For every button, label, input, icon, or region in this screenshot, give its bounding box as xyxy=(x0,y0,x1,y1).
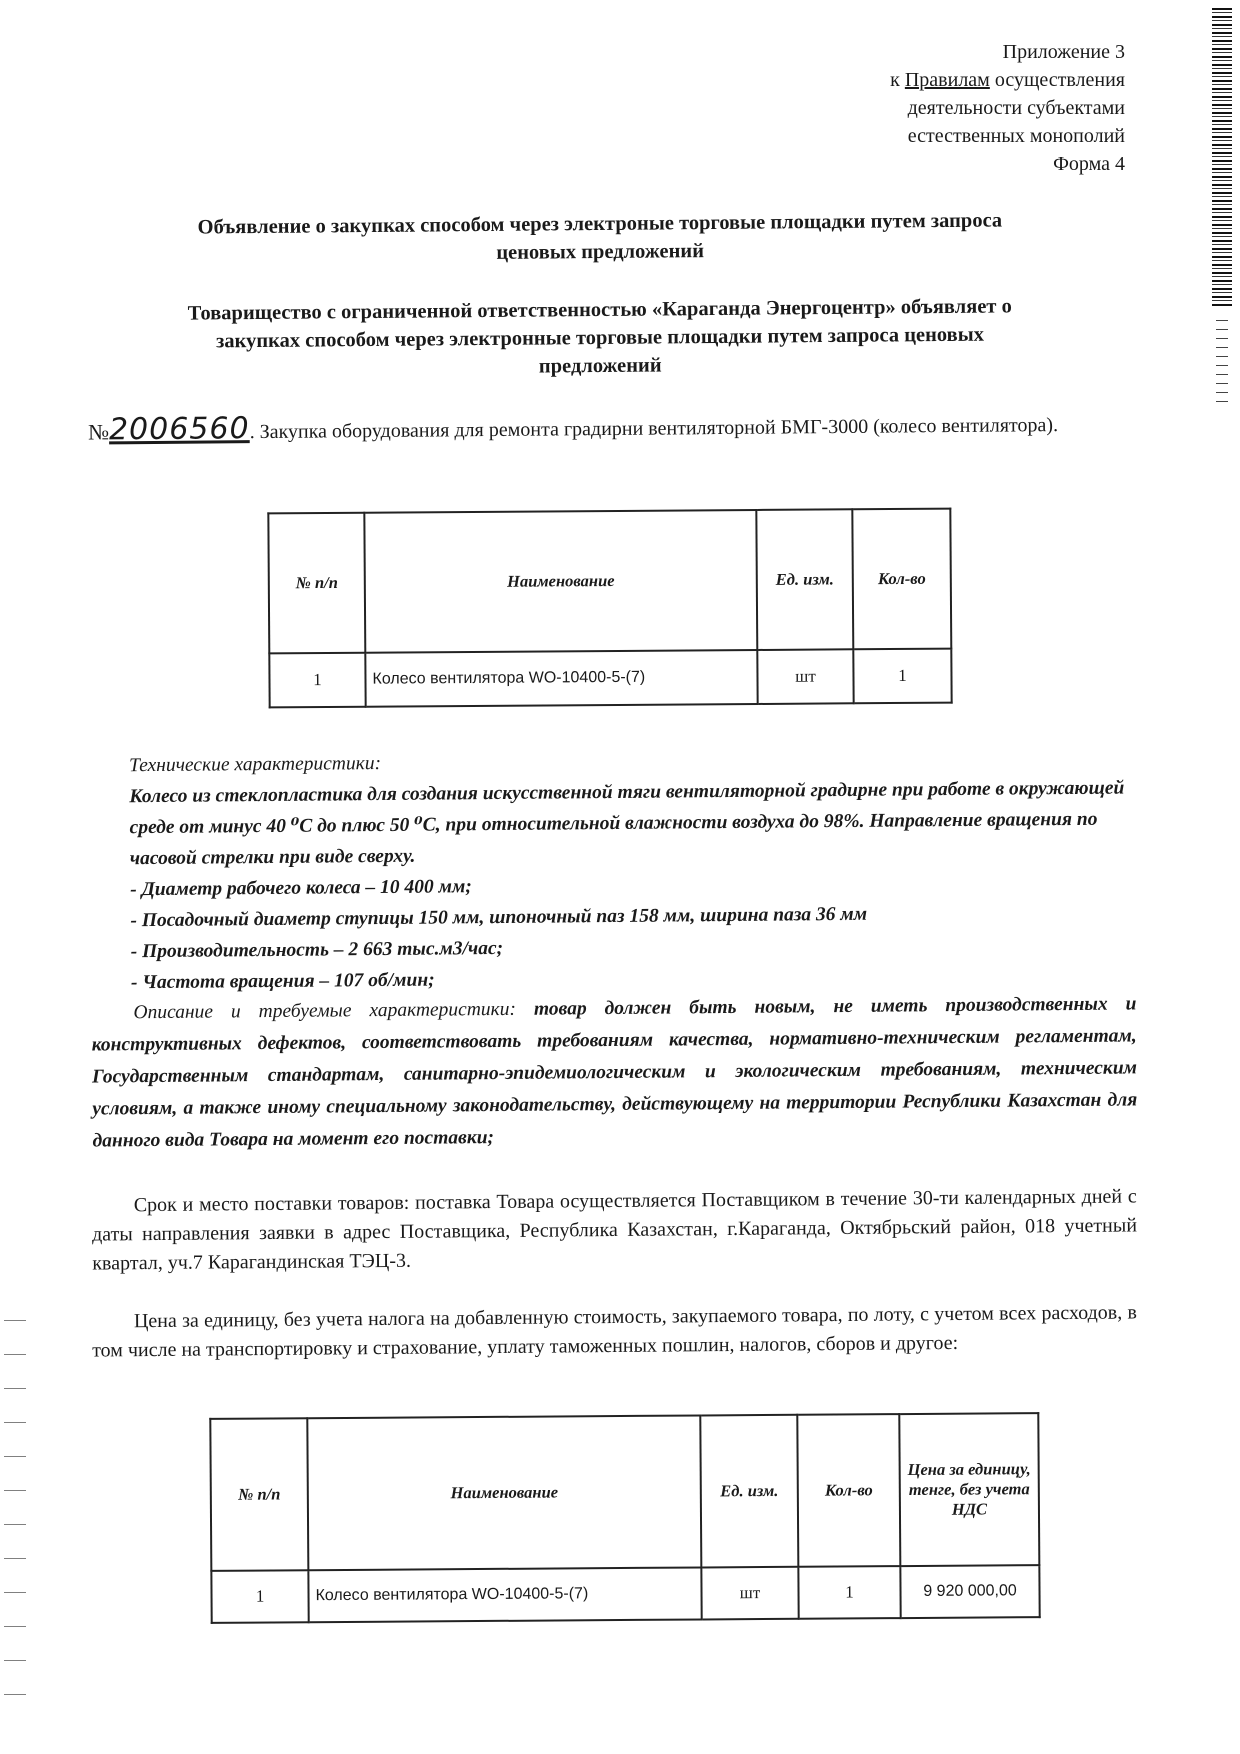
technical-specs-intro: Колесо из стеклопластика для создания искусственной тяги вентиляторной градирне при работе в окружающей среде от минус 40 ⁰С до плюс 50 ⁰С, при относительной влажности воздуха до 98%. Направление вращения по часовой стрелки при виде сверху. xyxy=(129,777,1125,870)
cell-price: 9 920 000,00 xyxy=(900,1565,1039,1618)
cell-name: Колесо вентилятора WO-10400-5-(7) xyxy=(365,650,757,707)
cell-qty: 1 xyxy=(853,649,951,704)
appendix-line: Приложение 3 xyxy=(1002,41,1125,63)
organization-announcement-line: закупках способом через электронные торговые площадки путем запроса ценовых xyxy=(215,323,985,353)
organization-announcement-line: предложений xyxy=(538,354,662,378)
document-title-line: Объявление о закупках способом через электроные торговые площадки путем запроса xyxy=(197,209,1003,239)
requirements-text: товар должен быть новым, не иметь производственных и конструктивных дефектов, соответствовать требованиям качества, нормативно-техническим регламентам, Государственным стандартам, санитарно-эпидемиологическим и экологическим требованиям, техническим условиям, а также иному специальному законодательству, действующему на территории Республики Казахстан для данного вида Товара на момент его поставки; xyxy=(91,993,1138,1152)
technical-specs xyxy=(87,741,1139,998)
col-header-number: № п/п xyxy=(268,513,365,654)
cell-qty: 1 xyxy=(798,1566,900,1619)
appendix-line: естественных монополий xyxy=(907,125,1125,147)
appendix-line: деятельности субъектами xyxy=(907,97,1125,119)
organization-announcement-line: Товарищество с ограниченной ответственностью «Караганда Энергоцентр» объявляет о xyxy=(187,295,1012,325)
table-header-row xyxy=(268,509,951,654)
appendix-header xyxy=(790,38,1125,178)
col-header-qty: Кол-во xyxy=(852,509,951,650)
lot-number: 2006560 xyxy=(108,411,250,448)
document-title xyxy=(100,206,1100,271)
price-note: Цена за единицу, без учета налога на добавленную стоимость, закупаемого товара, по лоту, с учетом всех расходов, в том числе на транспортировку и страхование, уплату таможенных пошлин, налогов, сборов и другое: xyxy=(92,1301,1137,1362)
cell-number: 1 xyxy=(269,653,365,708)
requirements-label: Описание и требуемые характеристики: xyxy=(133,998,517,1024)
price-table xyxy=(209,1412,1040,1624)
delivery-terms: Срок и место поставки товаров: поставка Товара осуществляется Поставщиком в течение 30-ти календарных дней с даты направления заявки в адрес Поставщика, Республика Казахстан, г.Караганда, Октябрьский район, 018 учетный квартал, уч.7 Карагандинская ТЭЦ-3. xyxy=(91,1185,1138,1275)
lot-line xyxy=(88,407,1128,447)
cell-name: Колесо вентилятора WO-10400-5-(7) xyxy=(308,1567,701,1622)
scan-barcode xyxy=(1212,8,1232,308)
spec-item: - Производительность – 2 663 тыс.м3/час; xyxy=(130,937,504,963)
organization-announcement xyxy=(100,292,1101,385)
col-header-qty: Кол-во xyxy=(797,1414,900,1567)
col-header-name: Наименование xyxy=(364,510,757,653)
col-header-unit: Ед. изм. xyxy=(756,509,853,650)
appendix-prefix: к xyxy=(890,69,905,91)
items-table xyxy=(267,508,952,709)
cell-unit: шт xyxy=(701,1567,798,1620)
scan-edge-marks xyxy=(1216,320,1228,410)
appendix-suffix: осуществления xyxy=(989,69,1125,91)
cell-number: 1 xyxy=(211,1570,308,1623)
spec-item: - Частота вращения – 107 об/мин; xyxy=(130,969,435,994)
spec-item: - Диаметр рабочего колеса – 10 400 мм; xyxy=(130,876,472,901)
table-header-row xyxy=(210,1413,1039,1571)
lot-description: . Закупка оборудования для ремонта градирни вентиляторной БМГ-3000 (колесо вентилятора). xyxy=(249,414,1059,444)
appendix-line xyxy=(790,66,1125,94)
form-number: Форма 4 xyxy=(1053,153,1125,175)
scan-left-marks xyxy=(4,1320,26,1720)
table-row xyxy=(211,1565,1039,1623)
document-title-line: ценовых предложений xyxy=(496,240,705,264)
col-header-number: № п/п xyxy=(210,1418,308,1571)
lot-number-prefix: № xyxy=(87,419,110,445)
spec-item: - Посадочный диаметр ступицы 150 мм, шпоночный паз 158 мм, ширина паза 36 мм xyxy=(130,903,868,932)
rules-link[interactable]: Правилам xyxy=(904,69,990,91)
col-header-unit: Ед. изм. xyxy=(700,1415,798,1568)
col-header-price: Цена за единицу, тенге, без учета НДС xyxy=(899,1413,1039,1566)
table-row xyxy=(269,649,951,708)
col-header-name: Наименование xyxy=(307,1415,701,1570)
cell-unit: шт xyxy=(757,649,853,704)
technical-specs-heading: Технические характеристики: xyxy=(128,753,382,777)
requirements-description xyxy=(91,988,1137,1157)
